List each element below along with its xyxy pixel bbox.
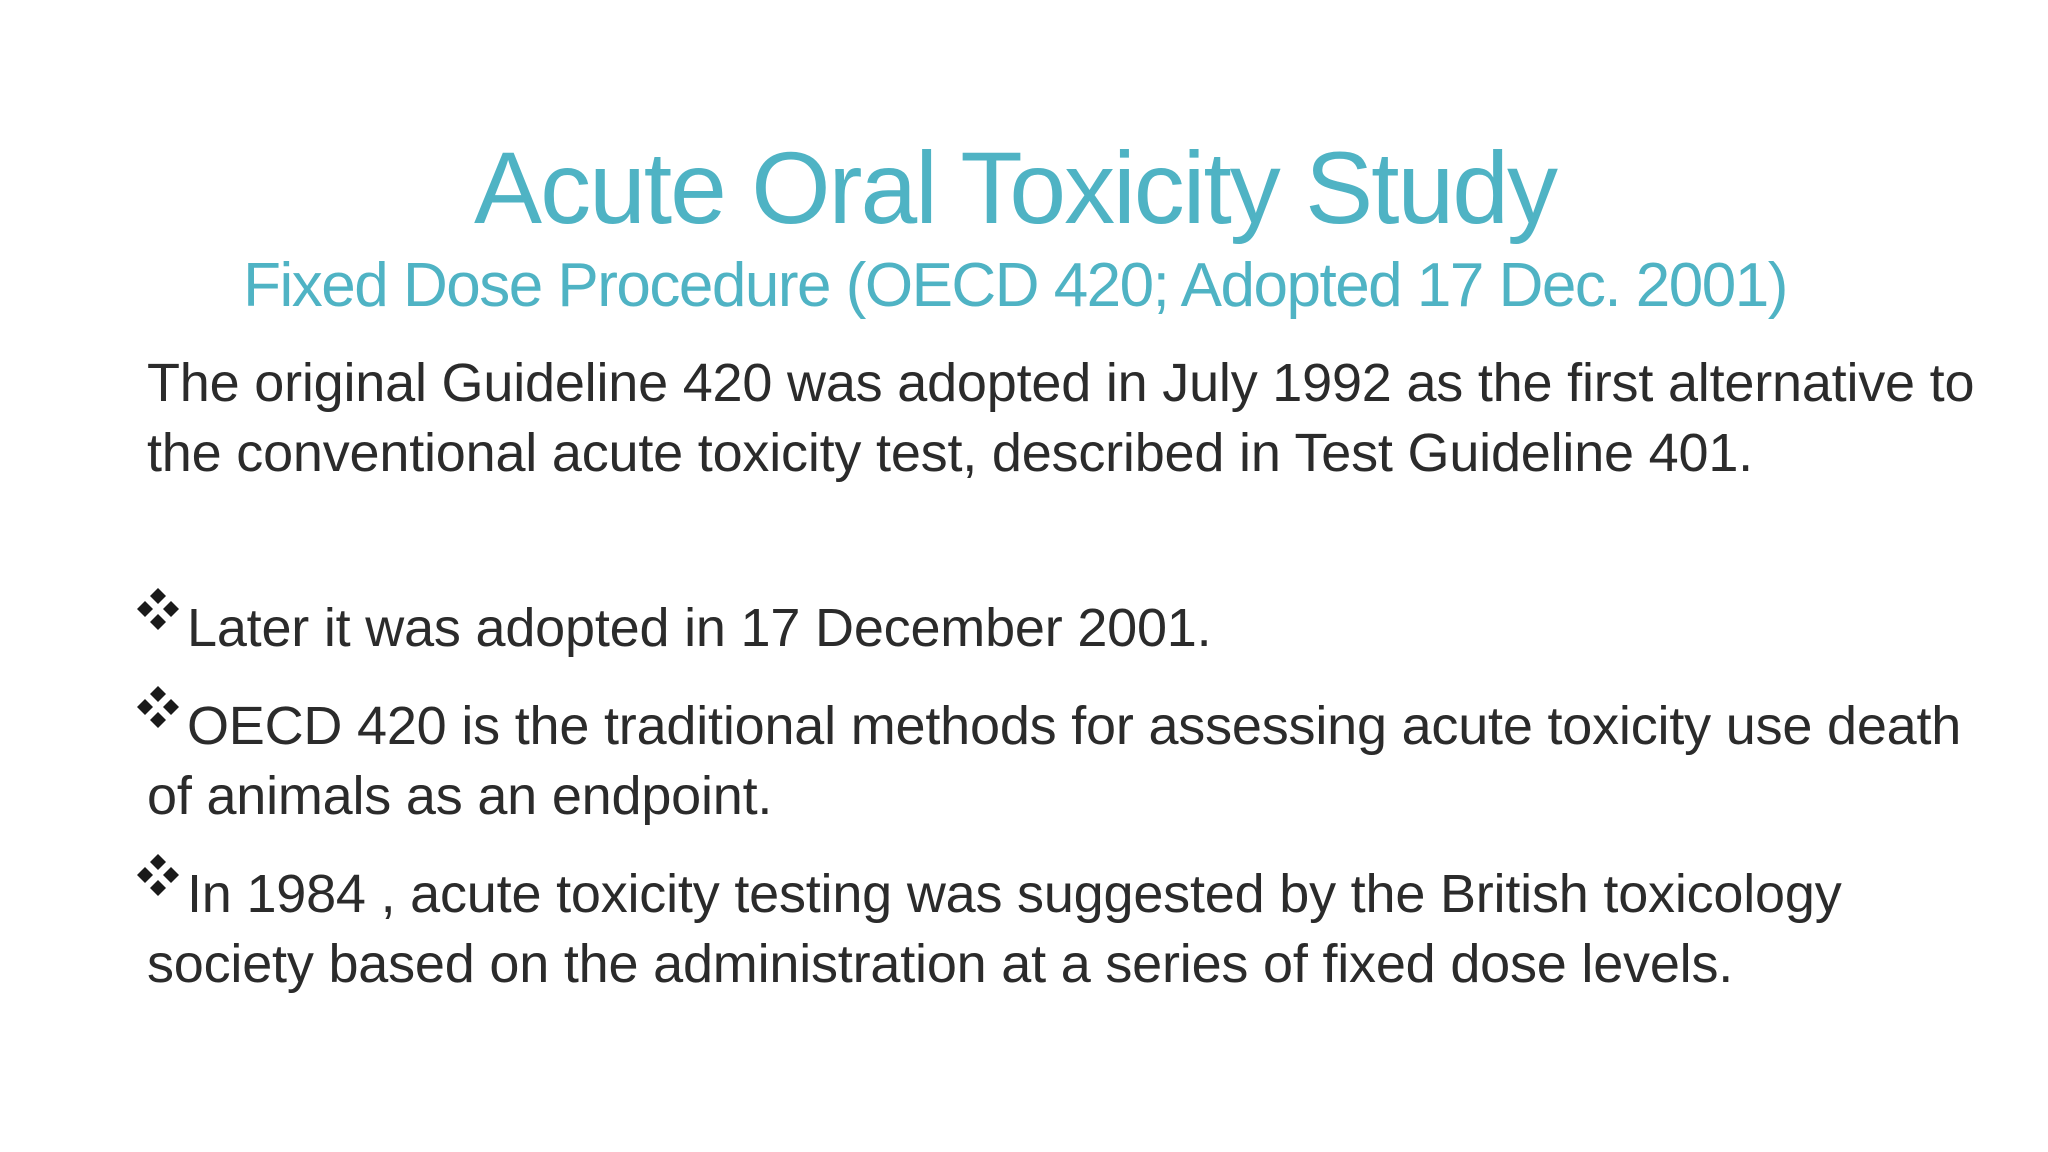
four-diamond-bullet-icon: [135, 852, 181, 898]
bullet-text: Later it was adopted in 17 December 2001.: [187, 598, 1212, 658]
bullet-text: In 1984 , acute toxicity testing was suggested by the British toxicology society based on the administration at a series of fixed dose levels.: [147, 864, 1842, 994]
four-diamond-bullet-icon: [135, 684, 181, 730]
intro-text: The original Guideline 420 was adopted in July 1992 as the first alternative to the conventional acute toxicity test, described in Test Guideline 401.: [147, 353, 1975, 483]
slide-title: Acute Oral Toxicity Study: [474, 131, 1556, 245]
bullet-item: [147, 586, 1977, 663]
four-diamond-bullet-icon: [135, 586, 181, 632]
bullet-item: [147, 852, 1977, 999]
intro-paragraph: [147, 348, 1977, 488]
slide-subtitle: Fixed Dose Procedure (OECD 420; Adopted 17 Dec. 2001): [243, 251, 1787, 320]
bullet-text: OECD 420 is the traditional methods for assessing acute toxicity use death of animals as an endpoint.: [147, 696, 1962, 826]
bullet-item: [147, 684, 1977, 831]
